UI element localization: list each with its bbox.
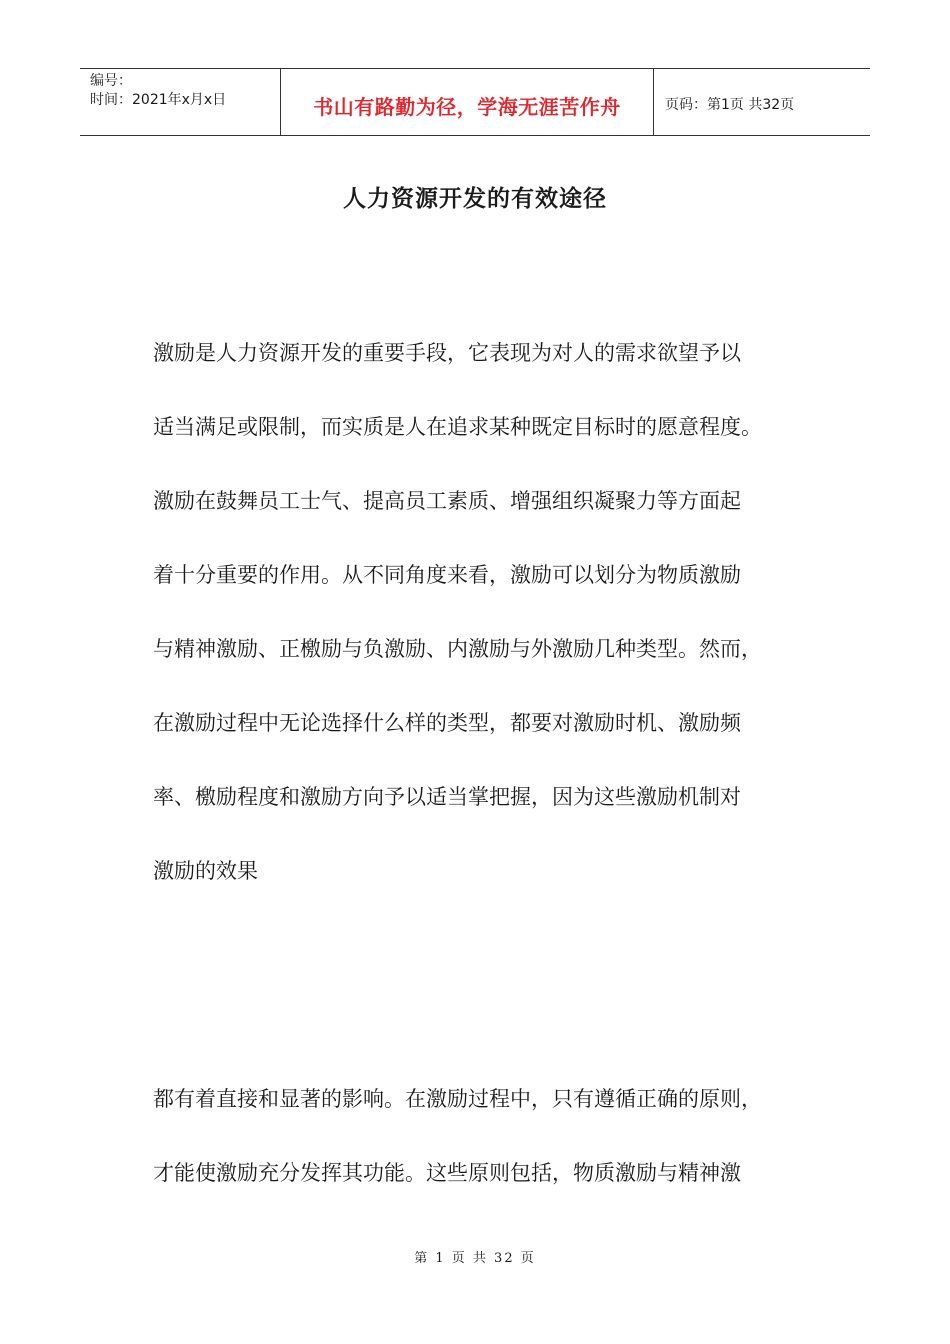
page-footer: 第 1 页 共 32 页 (414, 1251, 536, 1266)
paragraph-line: 才能使激励充分发挥其功能。这些原则包括，物质激励与精神激 (153, 1161, 741, 1185)
paragraph-line: 率、檄励程度和激励方向予以适当掌把握，因为这些激励机制对 (153, 785, 741, 809)
paragraph-line: 激励的效果 (153, 859, 258, 883)
paragraph-line: 激励在鼓舞员工士气、提高员工素质、增强组织凝聚力等方面起 (153, 489, 741, 513)
paragraph-line: 激励是人力资源开发的重要手段，它表现为对人的需求欲望予以 (153, 341, 741, 365)
paragraph-line: 都有着直接和显著的影响。在激励过程中，只有遵循正确的原则， (153, 1087, 762, 1111)
number-label: 编号： (90, 73, 132, 89)
paragraph-2 (153, 1084, 813, 1232)
paragraph-line: 适当满足或限制，而实质是人在追求某种既定目标时的愿意程度。 (153, 415, 762, 439)
header-motto: 书山有路勤为径，学海无涯苦作舟 (313, 94, 621, 119)
date-label: 时间：2021年x月x日 (90, 92, 227, 108)
header-motto-cell (281, 69, 654, 135)
header-table (80, 68, 870, 136)
document-title: 人力资源开发的有效途径 (343, 185, 607, 212)
paragraph-line: 着十分重要的作用。从不同角度来看，激励可以划分为物质激励 (153, 563, 741, 587)
paragraph-line: 与精神激励、正檄励与负激励、内激励与外激励几种类型。然而， (153, 637, 762, 661)
header-meta (80, 69, 281, 135)
paragraph-1 (153, 338, 813, 930)
paragraph-line: 在激励过程中无论选择什么样的类型，都要对激励时机、激励频 (153, 711, 741, 735)
header-page-info: 页码：第1页 共32页 (665, 97, 795, 113)
